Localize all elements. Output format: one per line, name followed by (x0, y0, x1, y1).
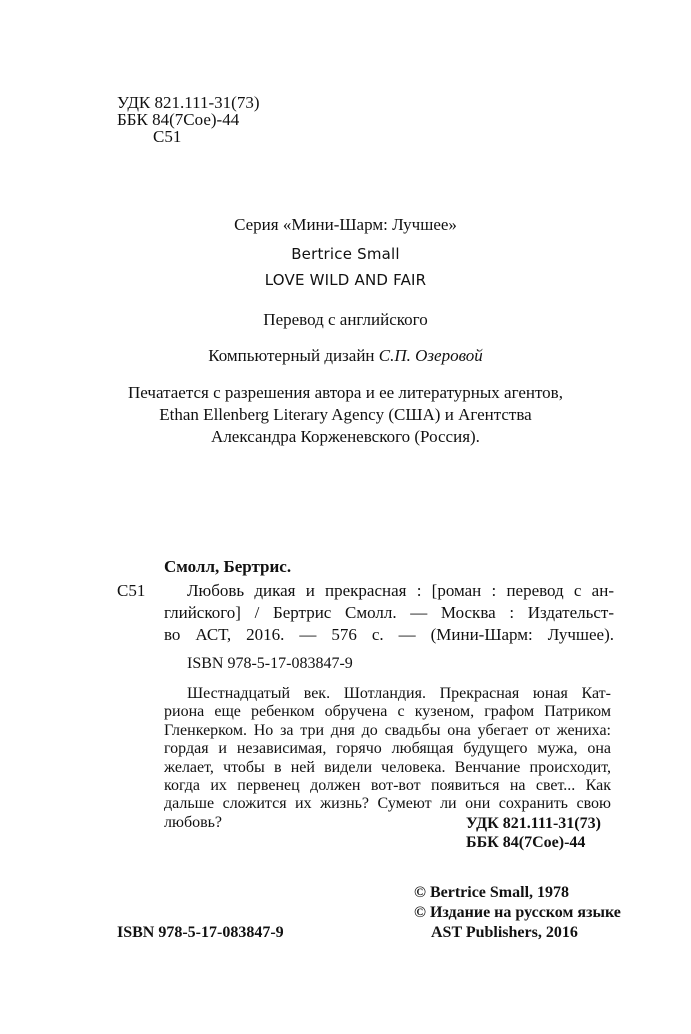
bib-line: глийского] / Бертрис Смолл. — Москва : Издательст- (164, 603, 614, 622)
original-author: Bertrice Small (291, 245, 400, 263)
bottom-bbk: ББК 84(7Сое)-44 (466, 834, 586, 851)
copyright-line: AST Publishers, 2016 (431, 924, 578, 941)
bottom-udk: УДК 821.111-31(73) (466, 815, 601, 832)
annotation-line: дальше сложится их жизнь? Сумеют ли они сохранить свою (164, 795, 611, 812)
series: Серия «Мини-Шарм: Лучшее» (234, 215, 457, 234)
udk-code: УДК 821.111-31(73) (117, 93, 260, 112)
annotation-line: когда их первенец должен вот-вот появиться на свет... Как (164, 777, 611, 794)
designer-name: С.П. Озеровой (378, 346, 483, 365)
translation-note: Перевод с английского (263, 310, 428, 329)
design-label: Компьютерный дизайн (208, 346, 375, 365)
bib-author: Смолл, Бертрис. (164, 557, 292, 576)
bib-mark: С51 (117, 581, 146, 600)
annotation-line: любовь? (164, 814, 223, 831)
copyright-line: © Bertrice Small, 1978 (414, 884, 570, 901)
copyright-line: © Издание на русском языке (414, 904, 621, 921)
bib-line: Любовь дикая и прекрасная : [роман : перевод с ан- (187, 581, 614, 600)
design-credit (0, 346, 691, 366)
bbk-code: ББК 84(7Сое)-44 (117, 110, 240, 129)
bib-isbn: ISBN 978-5-17-083847-9 (187, 655, 353, 672)
isbn-bottom: ISBN 978-5-17-083847-9 (117, 924, 284, 941)
annotation-line: Шестнадцатый век. Шотландия. Прекрасная юная Кат- (187, 685, 611, 702)
annotation-line: гордая и независимая, горячо любящая будущего мужа, она (164, 740, 611, 757)
annotation-line: Гленкерком. Но за три дня до свадьбы она убегает от жениха: (164, 722, 611, 739)
original-title: LOVE WILD AND FAIR (264, 271, 427, 289)
bib-line: во АСТ, 2016. — 576 с. — (Мини-Шарм: Лучшее). (164, 625, 614, 644)
annotation-line: желает, чтобы в ней видели человека. Венчание происходит, (164, 759, 611, 776)
annotation-line: риона еще ребенком обручена с кузеном, графом Патриком (164, 703, 611, 720)
permission-line: Ethan Ellenberg Literary Agency (США) и Агентства (159, 405, 532, 424)
permission-line: Александра Корженевского (Россия). (211, 427, 480, 446)
author-mark: С51 (153, 127, 182, 146)
permission-line: Печатается с разрешения автора и ее литературных агентов, (128, 383, 563, 402)
